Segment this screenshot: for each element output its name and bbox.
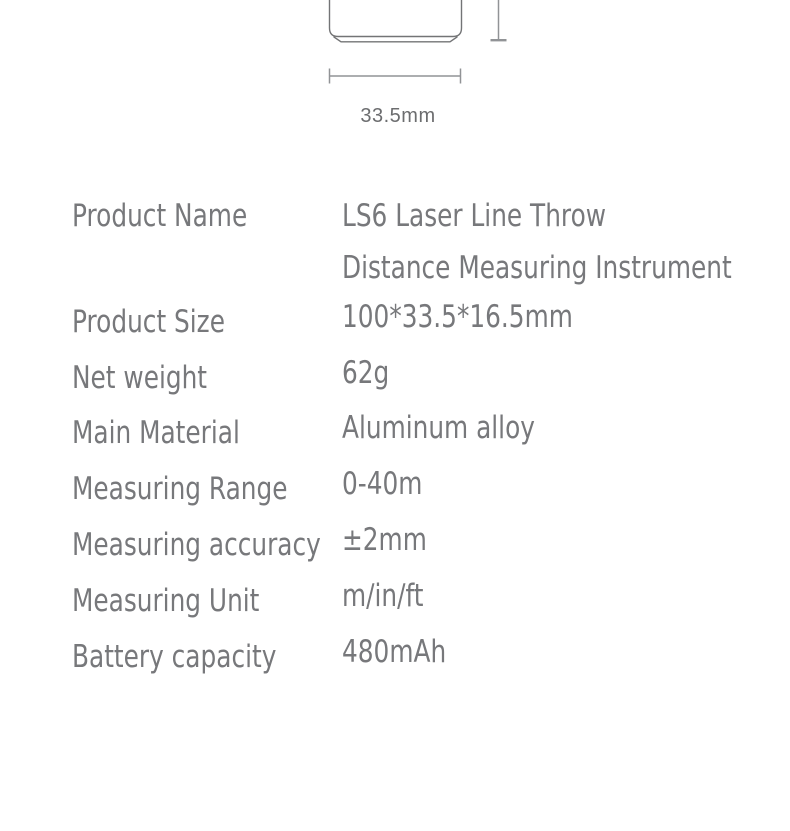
spec-row-measuring-accuracy [72,517,774,573]
spec-label: Main Material [72,415,240,452]
spec-value: ±2mm [342,522,427,559]
spec-row-measuring-unit [72,573,774,629]
spec-label: Measuring Unit [72,582,260,619]
spec-row-net-weight [72,350,774,406]
product-dimension-diagram [0,0,790,140]
spec-label: Measuring accuracy [72,527,321,564]
spec-value: 62g [342,354,390,391]
spec-row-product-size [72,294,774,350]
spec-row-battery-capacity [72,629,774,685]
spec-value: m/in/ft [342,577,424,614]
spec-label: Battery capacity [72,638,277,675]
spec-label: Net weight [72,359,208,396]
spec-value: Aluminum alloy [342,410,535,447]
spec-row-measuring-range [72,461,774,517]
spec-value: 480mAh [342,633,447,670]
spec-table [72,190,774,685]
spec-label: Product Size [72,303,225,340]
width-dimension-label: 33.5mm [360,105,436,127]
spec-value: 0-40m [342,466,423,503]
spec-value: LS6 Laser Line Throw Distance Measuring Instrument [342,198,732,286]
spec-row-main-material [72,406,774,462]
spec-label: Measuring Range [72,471,288,508]
device-bottom-outline [330,0,462,42]
spec-value: 100*33.5*16.5mm [342,298,573,335]
spec-row-product-name [72,190,774,294]
spec-label: Product Name [72,198,248,234]
